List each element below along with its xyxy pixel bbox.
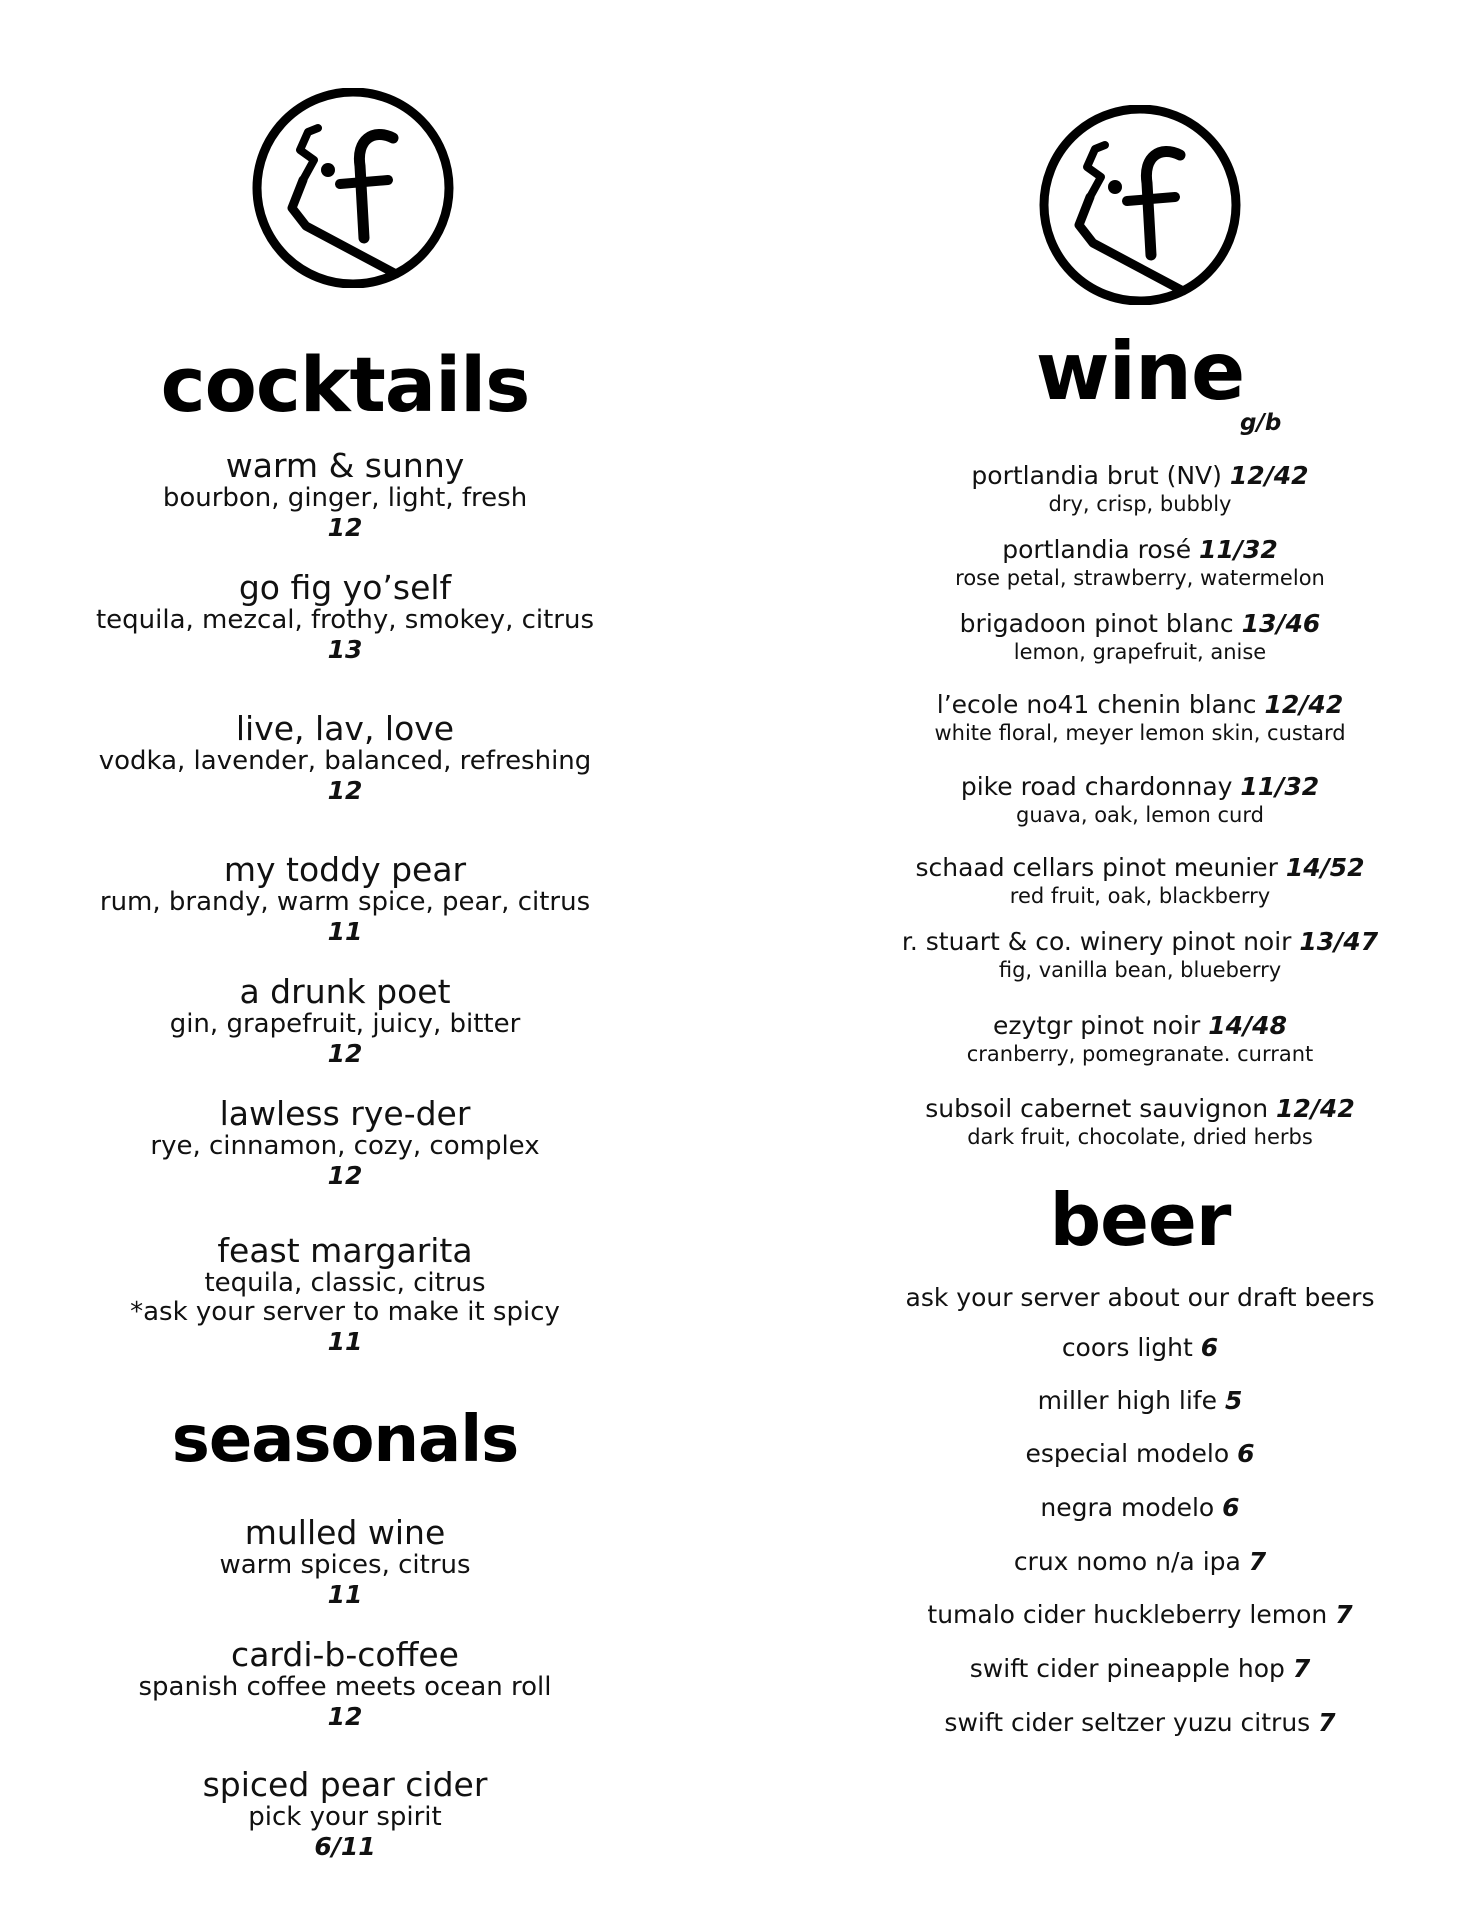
- wine-name: brigadoon pinot blanc: [959, 609, 1234, 638]
- cocktail-desc: rum, brandy, warm spice, pear, citrus: [99, 887, 591, 917]
- wine-desc: rose petal, strawberry, watermelon: [955, 566, 1325, 590]
- wine-desc: white floral, meyer lemon skin, custard: [934, 721, 1346, 745]
- beer-item: [860, 1386, 1420, 1416]
- cocktail-price: 11: [327, 917, 363, 946]
- beer-item: [860, 1708, 1420, 1738]
- wine-item: [860, 772, 1420, 828]
- wine-desc: fig, vanilla bean, blueberry: [998, 958, 1282, 982]
- cocktail-name: my toddy pear: [223, 850, 467, 889]
- wine-price: 11/32: [1199, 535, 1278, 564]
- beer-item: [860, 1547, 1420, 1577]
- seasonal-price: 6/11: [314, 1832, 376, 1861]
- cocktails-column: [60, 0, 630, 1920]
- wine-name: ezytgr pinot noir: [993, 1011, 1201, 1040]
- beer-name: crux nomo n/a ipa: [1013, 1547, 1241, 1576]
- beer-item: [860, 1600, 1420, 1630]
- beer-name: swift cider pineapple hop: [969, 1654, 1285, 1683]
- beer-price: 7: [1248, 1547, 1267, 1576]
- cocktails-heading: cocktails: [160, 340, 530, 429]
- cocktail-price: 12: [327, 513, 363, 542]
- wine-price: 13/47: [1299, 927, 1379, 956]
- cocktail-price: 12: [327, 1039, 363, 1068]
- wine-price: 13/46: [1241, 609, 1321, 638]
- wine-desc: red fruit, oak, blackberry: [1009, 884, 1271, 908]
- wine-desc: guava, oak, lemon curd: [1016, 803, 1264, 827]
- wine-desc: cranberry, pomegranate. currant: [966, 1042, 1314, 1066]
- beer-name: miller high life: [1037, 1386, 1217, 1415]
- wine-price: 11/32: [1240, 772, 1320, 801]
- seasonal-name: spiced pear cider: [202, 1765, 488, 1804]
- cocktail-item: [60, 448, 630, 543]
- cocktail-name: feast margarita: [217, 1231, 473, 1270]
- seasonal-item: [60, 1515, 630, 1610]
- wine-item: [860, 853, 1420, 909]
- cocktail-name: lawless rye-der: [219, 1094, 471, 1133]
- beer-name: tumalo cider huckleberry lemon: [927, 1600, 1328, 1629]
- wine-name: pike road chardonnay: [960, 772, 1233, 801]
- cocktail-name: go fig yo’self: [238, 568, 452, 607]
- seasonal-item: [60, 1767, 630, 1862]
- cocktail-item: [60, 1096, 630, 1191]
- cocktail-desc: rye, cinnamon, cozy, complex: [150, 1131, 540, 1161]
- beer-name: especial modelo: [1025, 1439, 1230, 1468]
- cocktail-price: 12: [327, 1161, 363, 1190]
- cocktail-desc: bourbon, ginger, light, fresh: [162, 483, 528, 513]
- seasonal-desc: spanish coffee meets ocean roll: [138, 1672, 552, 1702]
- wine-price: 12/42: [1264, 690, 1344, 719]
- seasonal-price: 11: [327, 1580, 363, 1609]
- cocktail-item: [60, 711, 630, 806]
- beer-name: coors light: [1061, 1333, 1193, 1362]
- cocktail-note: *ask your server to make it spicy: [130, 1297, 560, 1327]
- cocktail-item: [60, 570, 630, 665]
- beer-price: 7: [1335, 1600, 1353, 1629]
- wine-name: portlandia brut (NV): [971, 461, 1222, 490]
- seasonal-price: 12: [327, 1702, 363, 1731]
- cocktail-desc: tequila, classic, citrus: [204, 1268, 486, 1298]
- wine-name: portlandia rosé: [1002, 535, 1192, 564]
- wine-price: 14/48: [1208, 1011, 1287, 1040]
- cocktail-price: 13: [327, 635, 363, 664]
- wine-item: [860, 461, 1420, 517]
- cocktail-name: live, lav, love: [235, 709, 455, 748]
- wine-item: [860, 927, 1420, 983]
- wine-glass-bottle-label: g/b: [1240, 410, 1282, 436]
- cocktail-item: [60, 852, 630, 947]
- beer-item: [860, 1439, 1420, 1469]
- wine-item: [860, 1011, 1420, 1067]
- beer-heading: beer: [1049, 1178, 1231, 1262]
- cocktail-desc: tequila, mezcal, frothy, smokey, citrus: [95, 605, 595, 635]
- seasonal-item: [60, 1637, 630, 1732]
- wine-item: [860, 609, 1420, 665]
- seasonal-desc: pick your spirit: [248, 1802, 442, 1832]
- beer-price: 6: [1237, 1439, 1255, 1468]
- beer-item: [860, 1654, 1420, 1684]
- beer-price: 7: [1292, 1654, 1311, 1683]
- cocktail-desc: vodka, lavender, balanced, refreshing: [98, 746, 592, 776]
- wine-item: [860, 535, 1420, 591]
- beer-name: swift cider seltzer yuzu citrus: [944, 1708, 1311, 1737]
- cocktail-item: [60, 974, 630, 1069]
- cocktail-name: warm & sunny: [225, 446, 465, 485]
- beer-price: 6: [1200, 1333, 1219, 1362]
- beer-item: [860, 1493, 1420, 1523]
- wine-name: r. stuart & co. winery pinot noir: [901, 927, 1292, 956]
- wine-item: [860, 690, 1420, 746]
- seasonal-name: cardi-b-coffee: [231, 1635, 459, 1674]
- beer-price: 5: [1224, 1386, 1243, 1415]
- seasonal-name: mulled wine: [244, 1513, 446, 1552]
- wine-desc: lemon, grapefruit, anise: [1013, 640, 1267, 664]
- cocktail-price: 11: [327, 1327, 363, 1356]
- wine-name: subsoil cabernet sauvignon: [925, 1094, 1269, 1123]
- cocktail-name: a drunk poet: [239, 972, 451, 1011]
- wine-price: 12/42: [1229, 461, 1309, 490]
- beer-intro: ask your server about our draft beers: [905, 1283, 1375, 1312]
- wine-desc: dark fruit, chocolate, dried herbs: [967, 1125, 1313, 1149]
- beer-name: negra modelo: [1040, 1493, 1215, 1522]
- seasonals-heading: seasonals: [171, 1403, 519, 1477]
- wine-desc: dry, crisp, bubbly: [1048, 492, 1232, 516]
- beer-item: [860, 1333, 1420, 1363]
- seasonal-desc: warm spices, citrus: [219, 1550, 471, 1580]
- wine-price: 14/52: [1285, 853, 1365, 882]
- wine-price: 12/42: [1276, 1094, 1355, 1123]
- wine-name: l’ecole no41 chenin blanc: [936, 690, 1257, 719]
- wine-heading: wine: [1035, 325, 1245, 418]
- wine-beer-column: [860, 0, 1420, 1920]
- beer-price: 6: [1222, 1493, 1240, 1522]
- beer-price: 7: [1318, 1708, 1336, 1737]
- cocktail-desc: gin, grapefruit, juicy, bitter: [169, 1009, 521, 1039]
- wine-name: schaad cellars pinot meunier: [915, 853, 1278, 882]
- wine-item: [860, 1094, 1420, 1150]
- cocktail-price: 12: [327, 776, 363, 805]
- cocktail-item: [60, 1233, 630, 1357]
